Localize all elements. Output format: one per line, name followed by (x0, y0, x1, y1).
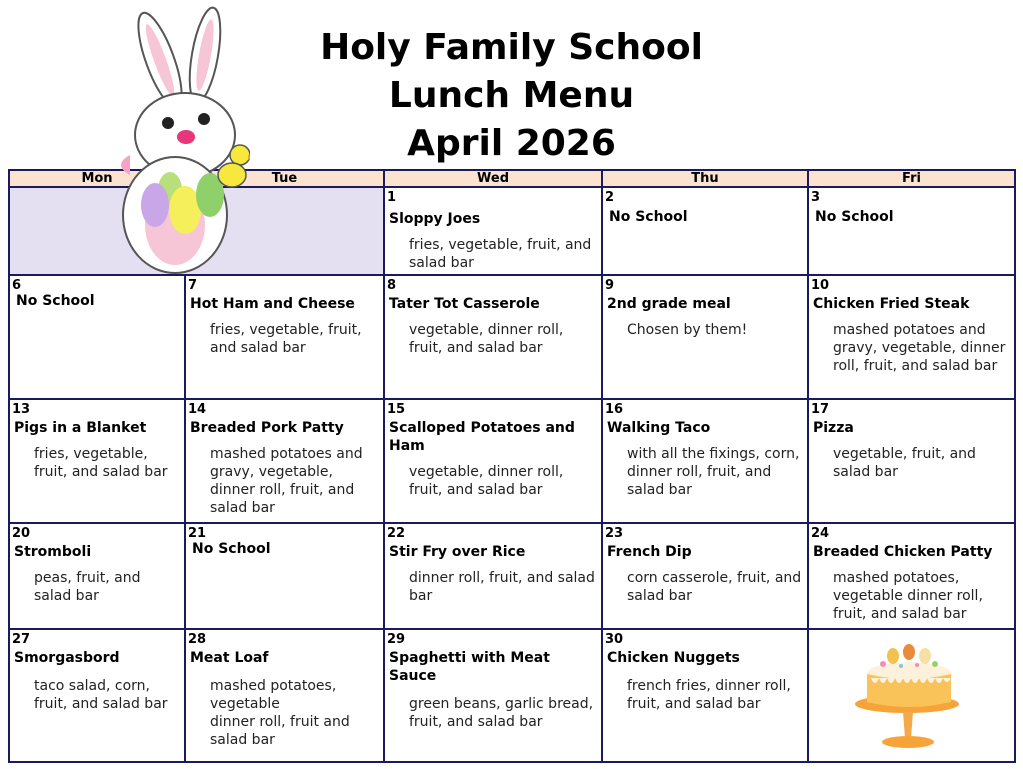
day-number: 16 (605, 402, 624, 417)
meal-sides: fries, vegetable, fruit, and salad bar (409, 237, 592, 271)
calendar-cell-day-16 (603, 400, 809, 524)
meal-name: Breaded Pork Patty (190, 420, 344, 436)
calendar-cell-day-15 (385, 400, 603, 524)
meal-sides: fries, vegetable, fruit, and salad bar (210, 322, 362, 356)
meal-sides: vegetable, dinner roll, fruit, and salad bar (409, 464, 564, 498)
calendar-cell-day-7 (186, 276, 385, 400)
weekday-header-wed: Wed (385, 171, 603, 188)
meal-sides: dinner roll, fruit, and salad bar (409, 570, 595, 604)
calendar-cell-day-27 (10, 630, 186, 761)
calendar-cell-day-9 (603, 276, 809, 400)
calendar-cell-day-29 (385, 630, 603, 761)
calendar-cell-day-20 (10, 524, 186, 630)
day-number: 15 (387, 402, 406, 417)
easter-bunny-icon (100, 5, 250, 275)
day-number: 23 (605, 526, 624, 541)
easter-cake-icon (849, 634, 969, 756)
meal-name: Hot Ham and Cheese (190, 296, 355, 312)
month-title: April 2026 (407, 123, 616, 164)
meal-sides: vegetable, fruit, and salad bar (833, 446, 976, 480)
calendar-cell-day-13 (10, 400, 186, 524)
meal-name: Smorgasbord (14, 650, 120, 666)
meal-sides: mashed potatoes, vegetable dinner roll, fruit and salad bar (210, 678, 350, 748)
weekday-header-thu: Thu (603, 171, 809, 188)
day-number: 10 (811, 278, 830, 293)
day-number: 24 (811, 526, 830, 541)
day-number: 1 (387, 190, 397, 205)
meal-name: French Dip (607, 544, 692, 560)
meal-name: Scalloped Potatoes and Ham (389, 420, 575, 454)
day-number: 28 (188, 632, 207, 647)
calendar-cell-day-24 (809, 524, 1014, 630)
meal-sides: mashed potatoes and gravy, vegetable, dinner roll, fruit, and salad bar (210, 446, 363, 516)
day-number: 13 (12, 402, 31, 417)
meal-name: 2nd grade meal (607, 296, 731, 312)
day-number: 2 (605, 190, 615, 205)
meal-sides: vegetable, dinner roll, fruit, and salad bar (409, 322, 564, 356)
day-number: 27 (12, 632, 31, 647)
meal-sides: mashed potatoes and gravy, vegetable, dinner roll, fruit, and salad bar (833, 322, 1006, 374)
weekday-header-fri: Fri (809, 171, 1014, 188)
meal-sides: corn casserole, fruit, and salad bar (627, 570, 802, 604)
meal-sides: french fries, dinner roll, fruit, and salad bar (627, 678, 791, 712)
calendar-cell-day-2 (603, 188, 809, 276)
meal-sides: with all the fixings, corn, dinner roll, fruit, and salad bar (627, 446, 800, 498)
meal-name: Chicken Nuggets (607, 650, 740, 666)
meal-name: No School (815, 209, 894, 225)
day-number: 17 (811, 402, 830, 417)
calendar-cell-day-17 (809, 400, 1014, 524)
meal-sides: Chosen by them! (627, 322, 748, 338)
calendar-cell-day-3 (809, 188, 1014, 276)
menu-title: Lunch Menu (388, 75, 635, 116)
day-number: 8 (387, 278, 397, 293)
meal-name: Walking Taco (607, 420, 711, 436)
meal-name: Pizza (813, 420, 854, 436)
meal-name: Stir Fry over Rice (389, 544, 526, 560)
meal-name: No School (16, 293, 95, 309)
meal-name: Spaghetti with Meat Sauce (389, 650, 550, 684)
meal-name: Sloppy Joes (389, 211, 481, 227)
calendar-cell-day-1 (385, 188, 603, 276)
calendar-cell-day-21 (186, 524, 385, 630)
meal-sides: green beans, garlic bread, fruit, and salad bar (409, 696, 594, 730)
calendar-cell-day-8 (385, 276, 603, 400)
day-number: 7 (188, 278, 198, 293)
calendar-cell-day-23 (603, 524, 809, 630)
meal-name: Meat Loaf (190, 650, 269, 666)
day-number: 14 (188, 402, 207, 417)
calendar-cell-day-14 (186, 400, 385, 524)
calendar-cell-day-30 (603, 630, 809, 761)
meal-name: Pigs in a Blanket (14, 420, 147, 436)
meal-name: Stromboli (14, 544, 92, 560)
meal-name: Breaded Chicken Patty (813, 544, 993, 560)
meal-name: Chicken Fried Steak (813, 296, 970, 312)
meal-name: No School (609, 209, 688, 225)
day-number: 9 (605, 278, 615, 293)
meal-sides: fries, vegetable, fruit, and salad bar (34, 446, 168, 480)
meal-name: No School (192, 541, 271, 557)
day-number: 30 (605, 632, 624, 647)
day-number: 21 (188, 526, 207, 541)
weekday-header-mon: Mon (10, 171, 186, 188)
meal-sides: mashed potatoes, vegetable dinner roll, fruit, and salad bar (833, 570, 983, 622)
calendar-cell-day-6 (10, 276, 186, 400)
meal-sides: peas, fruit, and salad bar (34, 570, 141, 604)
meal-name: Tater Tot Casserole (389, 296, 540, 312)
school-name: Holy Family School (320, 27, 703, 68)
day-number: 6 (12, 278, 22, 293)
meal-sides: taco salad, corn, fruit, and salad bar (34, 678, 168, 712)
calendar-cell-day-10 (809, 276, 1014, 400)
calendar-cell-day-28 (186, 630, 385, 761)
day-number: 3 (811, 190, 821, 205)
day-number: 29 (387, 632, 406, 647)
weekday-header-tue: Tue (186, 171, 385, 188)
day-number: 22 (387, 526, 406, 541)
calendar-cell-cake (809, 630, 1014, 761)
day-number: 20 (12, 526, 31, 541)
calendar-cell-day-22 (385, 524, 603, 630)
